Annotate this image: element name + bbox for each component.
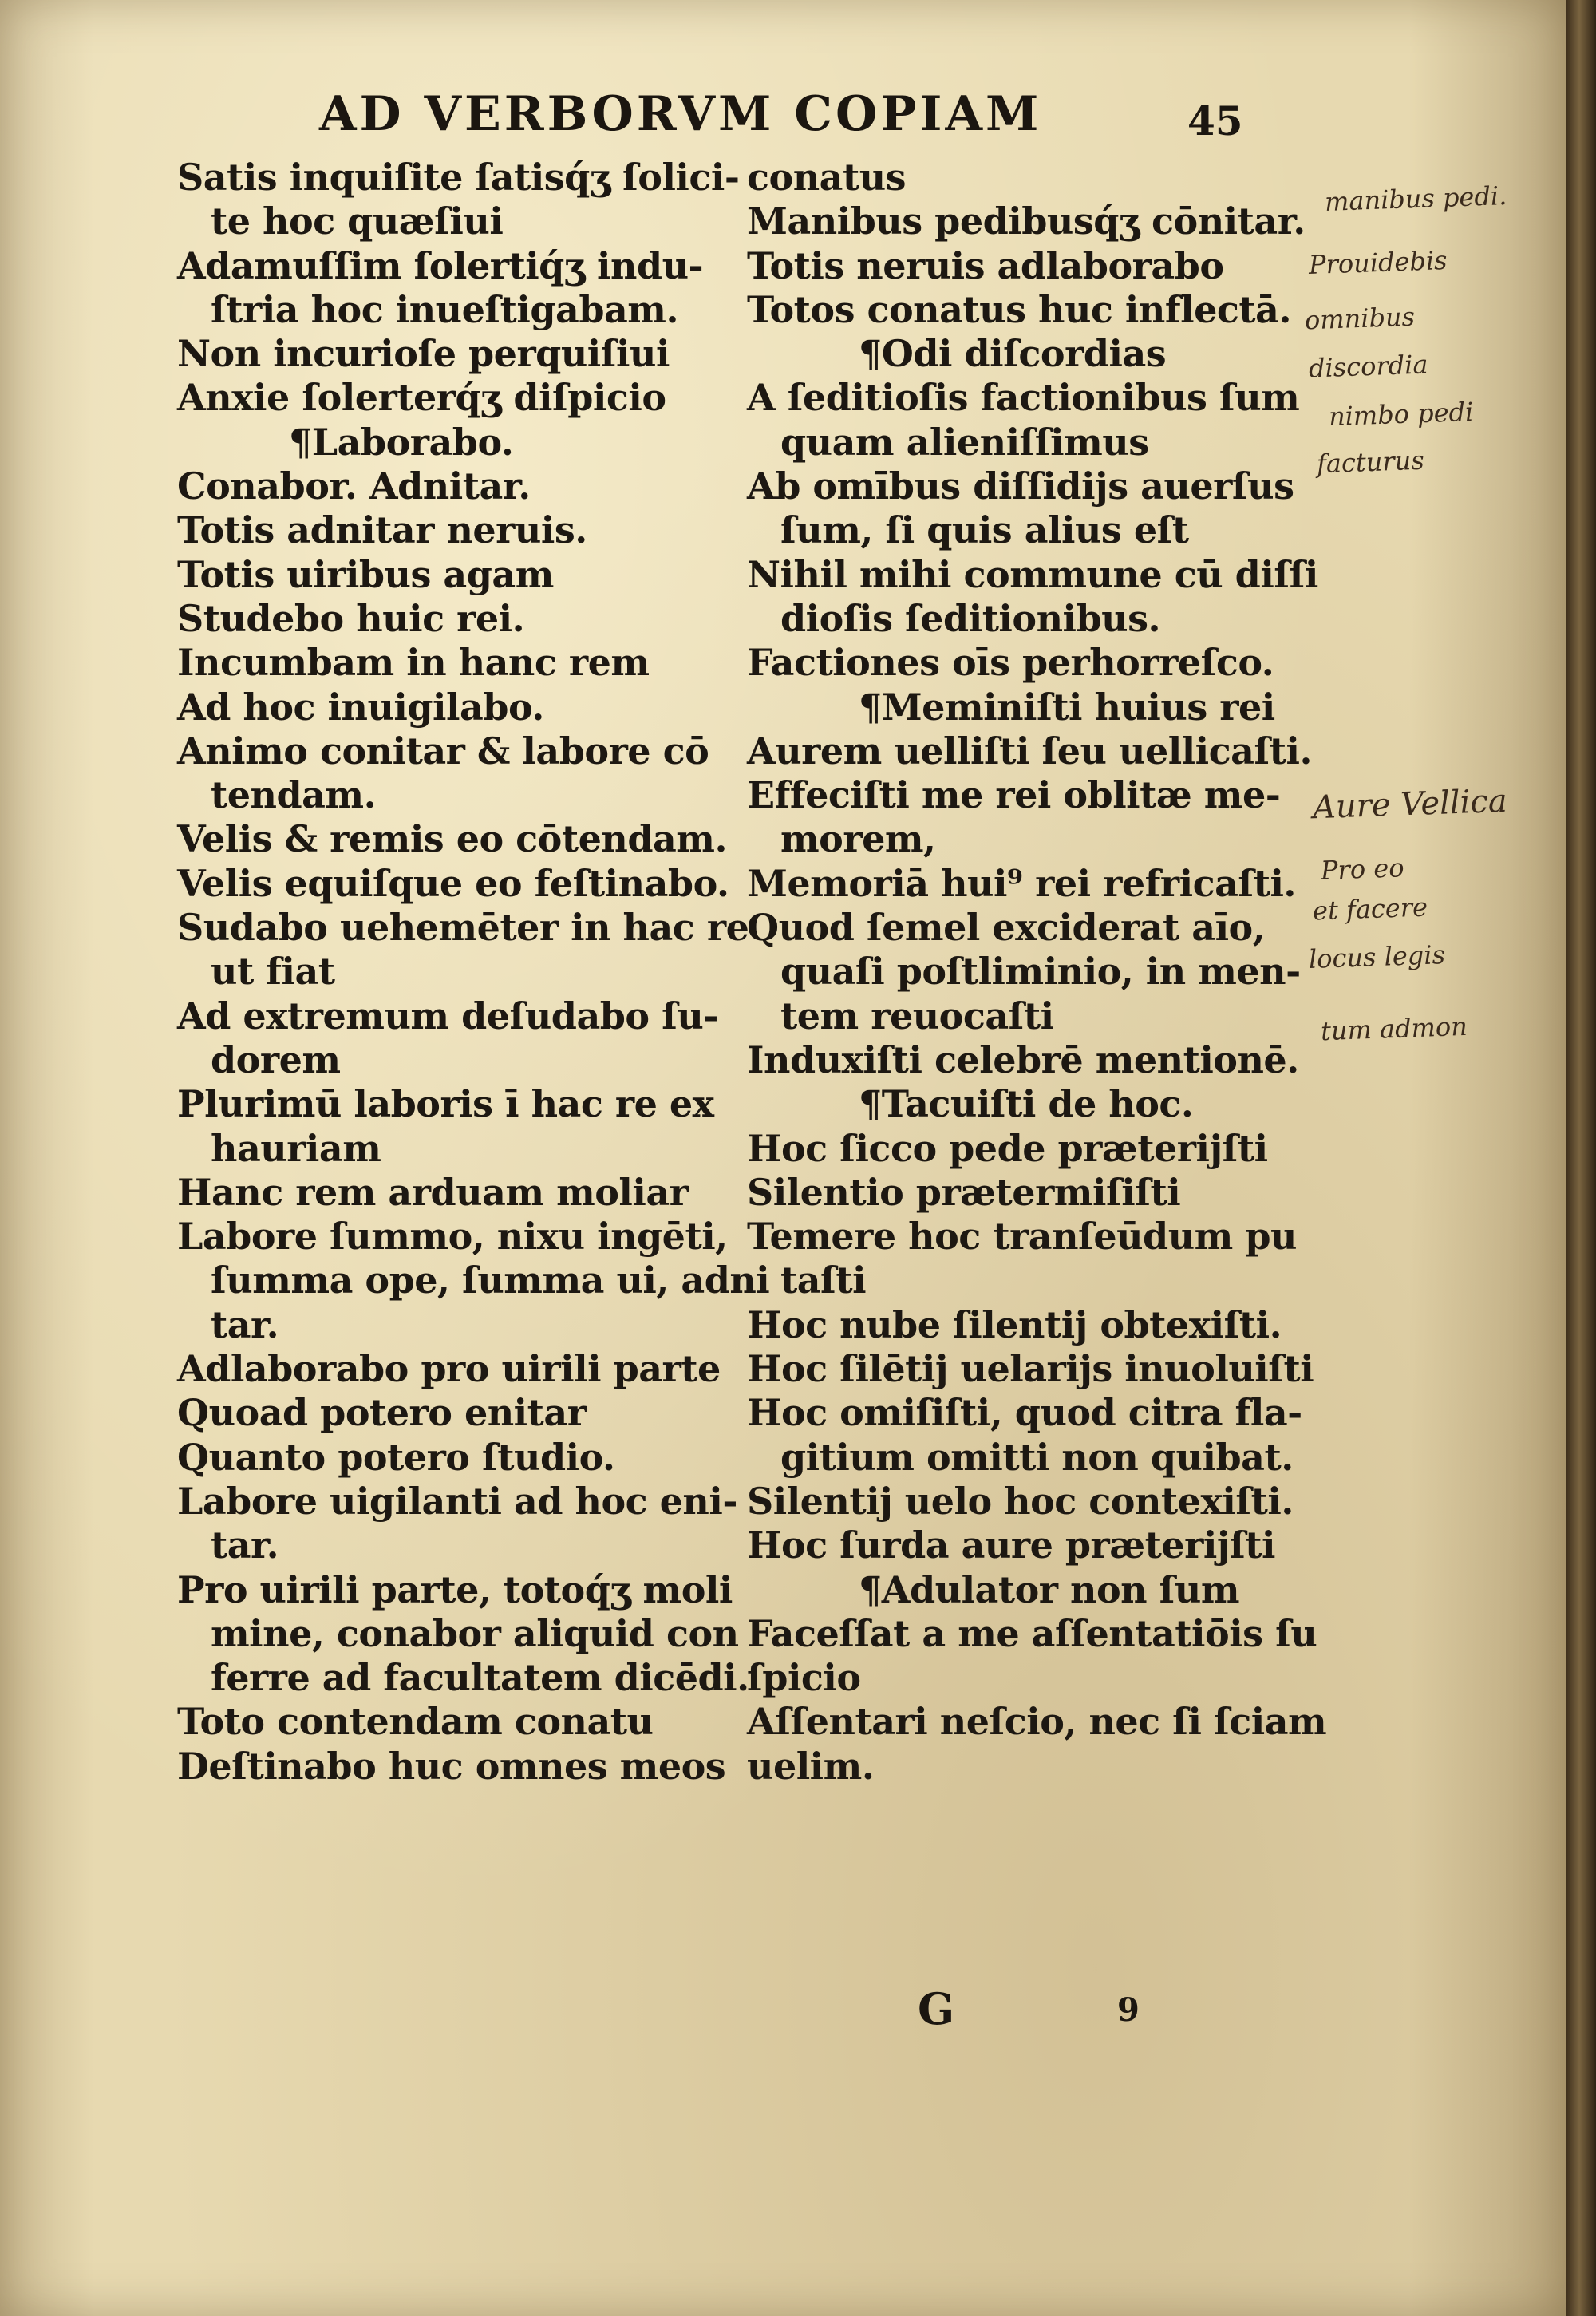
text-line: ferre ad facultatem dicēdi. — [211, 1656, 749, 1700]
text-line: quam alieniſſimus — [780, 420, 1149, 464]
section-heading: ¶Adulator non ſum — [859, 1567, 1240, 1611]
text-line: tar. — [211, 1524, 279, 1567]
text-line: conatus — [747, 156, 907, 199]
text-line: Adamuſſim ſolertiq́ʒ indu- — [177, 243, 704, 287]
text-line: Totos conatus huc inflectā. — [747, 287, 1291, 331]
text-line: quaſi poſtliminio, in men- — [780, 950, 1301, 994]
text-line: ſum, ſi quis alius eſt — [780, 508, 1189, 552]
text-line: ſtria hoc inueſtigabam. — [211, 287, 678, 331]
text-line: Hanc rem arduam moliar — [177, 1170, 689, 1214]
text-line: Manibus pedibusq́ʒ cōnitar. — [747, 200, 1306, 243]
text-line: tar. — [211, 1302, 279, 1346]
text-line: tendam. — [211, 773, 377, 817]
running-head: AD VERBORVM COPIAM — [319, 86, 1042, 142]
text-line: Anxie ſolerterq́ʒ diſpicio — [177, 376, 666, 420]
text-line: Totis uiribus agam — [177, 552, 554, 596]
text-line: Labore uigilanti ad hoc eni- — [177, 1479, 737, 1523]
text-line: Hoc ſicco pede præterijſti — [747, 1126, 1268, 1170]
text-line: Animo conitar & labore cō — [177, 729, 709, 773]
text-line: hauriam — [211, 1126, 381, 1170]
text-line: Labore ſummo, nixu ingēti, — [177, 1215, 728, 1259]
text-line: ut fiat — [211, 950, 335, 994]
marginal-note: manibus pedi. — [1324, 180, 1507, 217]
section-heading: ¶Meminiſti huius rei — [859, 685, 1275, 729]
text-line: Velis equiſque eo feſtinabo. — [177, 861, 729, 905]
text-line: Silentij uelo hoc contexiſti. — [747, 1479, 1294, 1523]
text-line: dorem — [211, 1037, 341, 1081]
marginal-note: locus legis — [1308, 939, 1446, 974]
text-line: Quanto potero ſtudio. — [177, 1435, 615, 1479]
text-line: taſti — [780, 1259, 867, 1302]
text-line: Factiones oīs perhorreſco. — [747, 641, 1274, 685]
text-line: mine, conabor aliquid con — [211, 1611, 739, 1655]
text-line: Aſſentari neſcio, nec ſi ſciam — [747, 1700, 1327, 1744]
text-line: Silentio prætermiſiſti — [747, 1170, 1181, 1214]
text-line: Hoc nube ſilentij obtexiſti. — [747, 1302, 1282, 1346]
text-line: dioſis ſeditionibus. — [780, 596, 1161, 640]
text-line: Totis neruis adlaborabo — [747, 243, 1224, 287]
text-line: A ſeditioſis factionibus ſum — [747, 376, 1300, 420]
marginal-note: Pro eo — [1320, 852, 1405, 886]
text-line: Temere hoc tranſeūdum pu — [747, 1215, 1297, 1259]
text-line: ſumma ope, ſumma ui, adni — [211, 1259, 770, 1302]
text-line: gitium omitti non quibat. — [780, 1435, 1294, 1479]
marginal-note: tum admon — [1320, 1010, 1468, 1047]
text-line: Velis & remis eo cōtendam. — [177, 817, 727, 861]
text-line: Conabor. Adnitar. — [177, 464, 531, 508]
text-line: Non incurioſe perquiſiui — [177, 332, 670, 376]
section-heading: ¶Laborabo. — [289, 420, 514, 464]
text-line: Ad hoc inuigilabo. — [177, 685, 544, 729]
text-line: tem reuocaſti — [780, 994, 1054, 1037]
text-line: Ab omībus diſſidijs auerſus — [747, 464, 1294, 508]
text-line: Toto contendam conatu — [177, 1700, 654, 1744]
marginal-note: Prouidebis — [1308, 244, 1448, 281]
text-line: uelim. — [747, 1744, 875, 1788]
text-line: Memoriā hui⁹ rei refricaſti. — [747, 861, 1296, 905]
text-line: Hoc ſurda aure præterijſti — [747, 1524, 1276, 1567]
marginal-note: facturus — [1316, 445, 1425, 480]
signature-mark: G — [918, 1983, 955, 2034]
text-line: Hoc omiſiſti, quod citra fla- — [747, 1391, 1302, 1435]
text-line: Totis adnitar neruis. — [177, 508, 587, 552]
marginal-note: et facere — [1312, 891, 1428, 927]
text-line: Studebo huic rei. — [177, 596, 525, 640]
text-line: Sudabo uehemēter in hac re — [177, 906, 749, 950]
text-line: ſpicio — [747, 1656, 861, 1700]
text-line: Induxiſti celebrē mentionē. — [747, 1037, 1299, 1081]
signature-number: 9 — [1117, 1991, 1140, 2029]
text-line: Faceſſat a me aſſentatiōis ſu — [747, 1611, 1317, 1655]
text-line: Quod ſemel exciderat aīo, — [747, 906, 1266, 950]
marginal-note: discordia — [1308, 349, 1429, 384]
text-line: Satis inquiſite ſatisq́ʒ ſolici- — [177, 156, 740, 199]
page-number: 45 — [1187, 97, 1243, 144]
text-line: Nihil mihi commune cū diſſi — [747, 552, 1318, 596]
text-line: Plurimū laboris ī hac re ex — [177, 1082, 714, 1126]
marginal-note: nimbo pedi — [1328, 396, 1474, 433]
marginal-note: omnibus — [1304, 301, 1416, 336]
section-heading: ¶Tacuiſti de hoc. — [859, 1082, 1194, 1126]
text-line: Adlaborabo pro uirili parte — [177, 1347, 721, 1391]
text-line: Pro uirili parte, totoq́ʒ moli — [177, 1567, 733, 1611]
book-edge — [1566, 0, 1596, 2316]
text-line: Effeciſti me rei oblitæ me- — [747, 773, 1281, 817]
marginal-note: Aure Vellica — [1312, 782, 1508, 827]
text-line: morem, — [780, 817, 936, 861]
text-line: Ad extremum deſudabo ſu- — [177, 994, 718, 1037]
text-line: Incumbam in hanc rem — [177, 641, 650, 685]
text-line: Deſtinabo huc omnes meos — [177, 1744, 726, 1788]
text-line: Hoc ſilētij uelarijs inuoluiſti — [747, 1347, 1314, 1391]
text-line: Aurem uelliſti ſeu uellicaſti. — [747, 729, 1312, 773]
section-heading: ¶Odi diſcordias — [859, 332, 1167, 376]
text-line: Quoad potero enitar — [177, 1391, 587, 1435]
text-line: te hoc quæſiui — [211, 200, 504, 243]
